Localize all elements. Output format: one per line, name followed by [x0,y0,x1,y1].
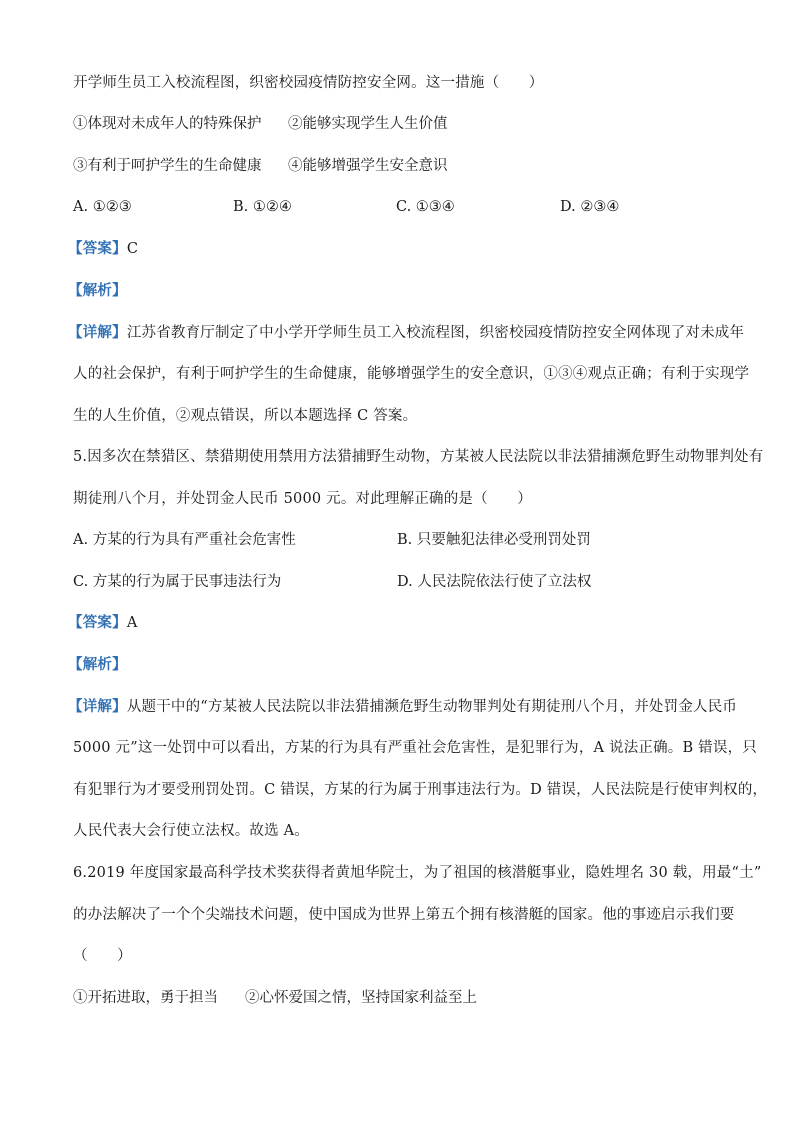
q5-detail-line-3: 有犯罪行为才要受刑罚处罚。C 错误，方某的行为属于刑事违法行为。D 错误，人民法院是行使审判权的， [73,782,768,798]
q6-stem-line-3: （ ） [73,948,132,964]
detail-tag: 【详解】 [68,698,127,715]
q5-stem-line-2: 期徒刑八个月，并处罚金人民币 5000 元。对此理解正确的是（ ） [73,491,532,507]
q5-detail-line-2: 5000 元”这一处罚中可以看出，方某的行为具有严重社会危害性，是犯罪行为，A 说法正确。B 错误，只 [73,740,757,756]
answer-value: A [126,615,138,631]
q6-stem-line-1: 6.2019 年度国家最高科学技术奖获得者黄旭华院士，为了祖国的核潜艇事业，隐姓埋名 30 载，用最“土” [73,865,762,881]
detail-text: 从题干中的“方某被人民法院以非法猎捕濒危野生动物罪判处有期徒刑八个月，并处罚金人民币 [126,699,738,715]
q5-option-b: B. 只要触犯法律必受刑罚处罚 [397,532,591,548]
q4-detail-line-3: 生的人生价值，②观点错误，所以本题选择 C 答案。 [73,408,418,424]
q4-statement-2: ②能够实现学生人生价值 [288,116,448,132]
detail-tag: 【详解】 [68,324,127,341]
q5-detail-line-4: 人民代表大会行使立法权。故选 A。 [73,823,309,839]
q5-option-d: D. 人民法院依法行使了立法权 [397,574,592,590]
q4-analysis-heading [68,281,127,301]
q4-detail-line-2: 人的社会保护，有利于呵护学生的生命健康，能够增强学生的安全意识，①③④观点正确；有利于实现学 [73,366,750,382]
answer-value: C [126,241,139,257]
q4-option-a: A. ①②③ [73,199,132,215]
q5-stem-line-1: 5.因多次在禁猎区、禁猎期使用禁用方法猎捕野生动物，方某被人民法院以非法猎捕濒危野生动物罪判处有 [73,449,764,465]
detail-text: 江苏省教育厅制定了中小学开学师生员工入校流程图，织密校园疫情防控安全网体现了对未成年 [126,325,745,341]
q4-answer [68,239,138,259]
q4-stem-line: 开学师生员工入校流程图，织密校园疫情防控安全网。这一措施（ ） [73,75,544,91]
q4-statement-4: ④能够增强学生安全意识 [288,158,448,174]
analysis-tag: 【解析】 [68,282,127,299]
answer-tag: 【答案】 [68,614,127,631]
q4-detail-line-1 [68,323,744,343]
q4-statement-3: ③有利于呵护学生的生命健康 [73,158,262,174]
answer-tag: 【答案】 [68,240,127,257]
q4-option-b: B. ①②④ [233,199,292,215]
q5-analysis-heading [68,655,127,675]
analysis-tag: 【解析】 [68,656,127,673]
q6-stem-line-2: 的办法解决了一个个尖端技术问题，使中国成为世界上第五个拥有核潜艇的国家。他的事迹启示我们要 [73,907,735,923]
q4-option-d: D. ②③④ [560,199,620,215]
q6-statement-2: ②心怀爱国之情，坚持国家利益至上 [245,990,477,1006]
q4-option-c: C. ①③④ [396,199,455,215]
q5-option-a: A. 方某的行为具有严重社会危害性 [73,532,296,548]
q5-option-c: C. 方某的行为属于民事违法行为 [73,574,282,590]
q5-answer [68,613,137,633]
q6-statement-1: ①开拓进取，勇于担当 [73,990,218,1006]
q4-statement-1: ①体现对未成年人的特殊保护 [73,116,262,132]
q5-detail-line-1 [68,697,737,717]
